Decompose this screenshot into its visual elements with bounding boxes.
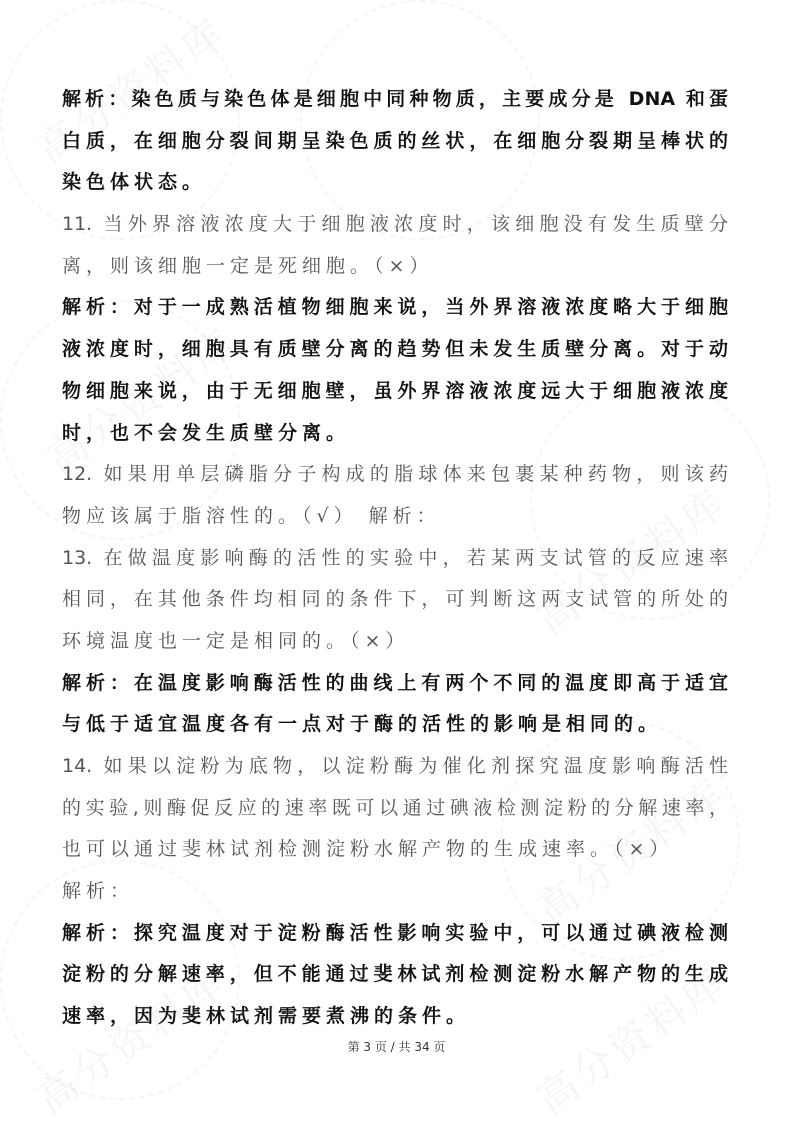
page-number: 第 3 页 / 共 34 页 — [347, 1040, 446, 1054]
document-body — [62, 79, 728, 1038]
text-line: 白质，在细胞分裂间期呈染色质的丝状，在细胞分裂期呈棒状的 — [62, 129, 728, 152]
question-paragraph — [62, 204, 728, 287]
text-line: 解析：探究温度对于淀粉酶活性影响实验中，可以通过碘液检测 — [62, 921, 728, 944]
text-line: 解析：染色质与染色体是细胞中同种物质，主要成分是 DNA 和蛋 — [62, 88, 728, 110]
text-line: 物应该属于脂溶性的。（√） 解析： — [62, 504, 441, 527]
analysis-paragraph — [62, 913, 728, 1038]
text-line: 液浓度时，细胞具有质壁分离的趋势但未发生质壁分离。对于动 — [62, 338, 728, 361]
text-line: 解析：对于一成熟活植物细胞来说，当外界溶液浓度略大于细胞 — [62, 296, 728, 319]
analysis-paragraph — [62, 287, 728, 454]
text-line: 也可以通过斐林试剂检测淀粉水解产物的生成速率。（×） — [62, 838, 674, 861]
text-line: 速率，因为斐林试剂需要煮沸的条件。 — [62, 1005, 471, 1028]
text-line: 解析： — [62, 880, 135, 903]
analysis-paragraph — [62, 663, 728, 746]
text-line: 时，也不会发生质壁分离。 — [62, 421, 351, 444]
text-line: 物细胞来说，由于无细胞壁，虽外界溶液浓度远大于细胞液浓度 — [62, 379, 728, 402]
question-paragraph — [62, 871, 728, 913]
text-line: 离，则该细胞一定是死细胞。（×） — [62, 254, 434, 277]
question-paragraph — [62, 454, 728, 537]
text-line: 淀粉的分解速率，但不能通过斐林试剂检测淀粉水解产物的生成 — [62, 963, 728, 986]
text-line: 的实验,则酶促反应的速率既可以通过碘液检测淀粉的分解速率， — [62, 796, 728, 819]
text-line: 11. 当外界溶液浓度大于细胞液浓度时，该细胞没有发生质壁分 — [62, 213, 728, 236]
text-line: 解析：在温度影响酶活性的曲线上有两个不同的温度即高于适宜 — [62, 671, 728, 694]
text-line: 与低于适宜温度各有一点对于酶的活性的影响是相同的。 — [62, 713, 663, 736]
text-line: 14. 如果以淀粉为底物，以淀粉酶为催化剂探究温度影响酶活性 — [62, 755, 728, 777]
question-paragraph — [62, 538, 728, 663]
text-line: 环境温度也一定是相同的。（×） — [62, 629, 410, 652]
analysis-paragraph — [62, 79, 728, 204]
text-line: 13. 在做温度影响酶的活性的实验中，若某两支试管的反应速率 — [62, 546, 728, 569]
text-line: 染色体状态。 — [62, 171, 207, 194]
question-paragraph — [62, 746, 728, 871]
text-line: 相同，在其他条件均相同的条件下，可判断这两支试管的所处的 — [62, 588, 728, 611]
text-line: 12. 如果用单层磷脂分子构成的脂球体来包裹某种药物，则该药 — [62, 463, 728, 486]
